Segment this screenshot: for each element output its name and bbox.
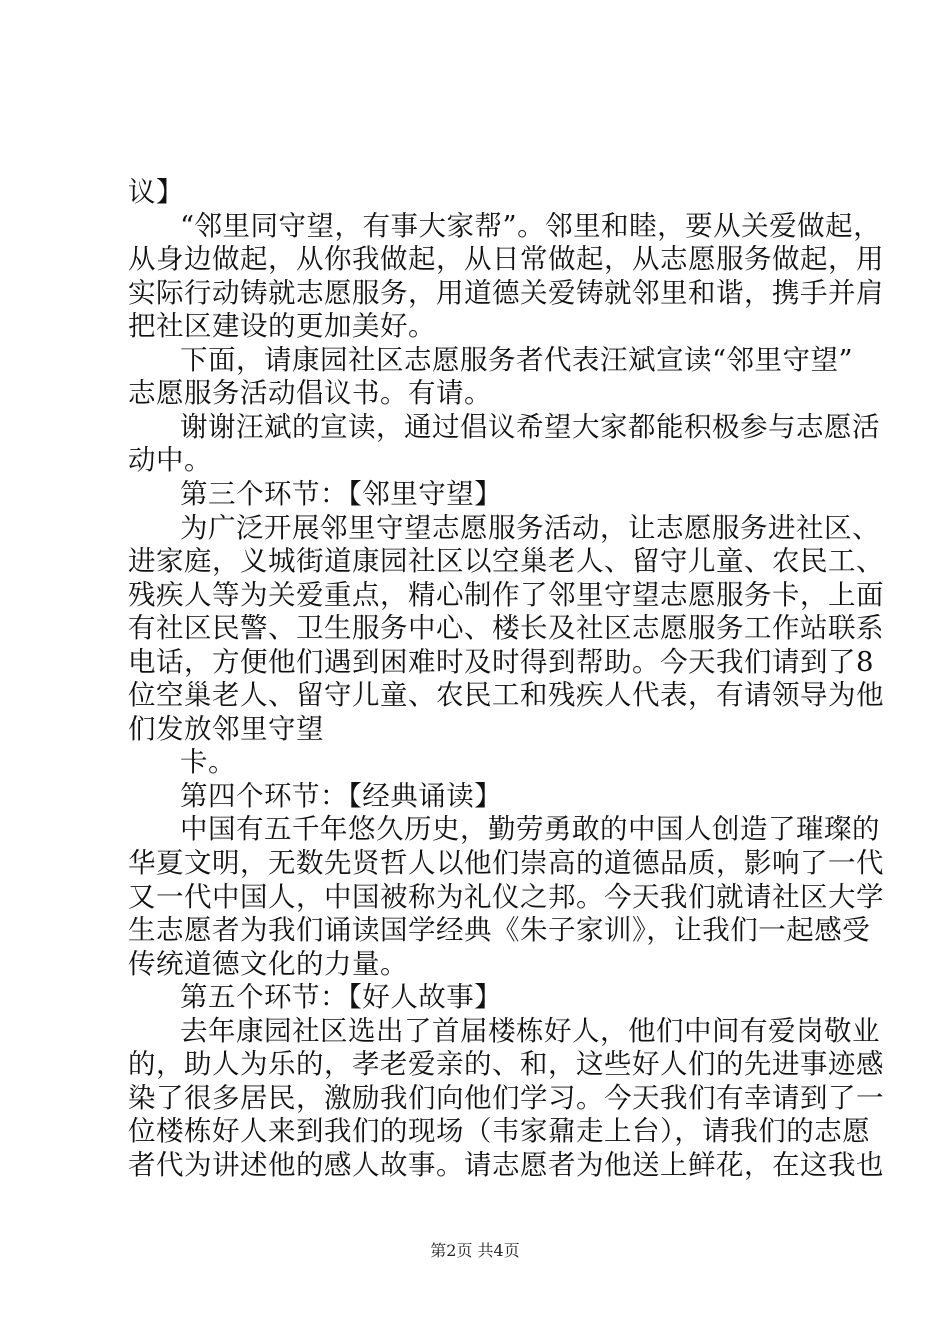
text-line: 的，助人为乐的，孝老爱亲的、和，这些好人们的先进事迹感 xyxy=(128,1048,884,1080)
text-line: 染了很多居民，激励我们向他们学习。今天我们有幸请到了一 xyxy=(128,1082,884,1114)
text-line: 实际行动铸就志愿服务，用道德关爱铸就邻里和谐，携手并肩 xyxy=(128,277,884,309)
page-footer: 第2页 共4页 xyxy=(430,1241,520,1260)
section-heading: 第三个环节：【邻里守望】 xyxy=(180,478,503,510)
text-line: 进家庭，义城街道康园社区以空巢老人、留守儿童、农民工、 xyxy=(128,545,884,577)
text-line: 中国有五千年悠久历史，勤劳勇敢的中国人创造了璀璨的 xyxy=(180,813,880,845)
text-line: 动中。 xyxy=(128,444,212,476)
text-line: 从身边做起，从你我做起，从日常做起，从志愿服务做起，用 xyxy=(128,243,884,275)
text-line: 残疾人等为关爱重点，精心制作了邻里守望志愿服务卡，上面 xyxy=(128,579,884,611)
text-line: 者代为讲述他的感人故事。请志愿者为他送上鲜花，在这我也 xyxy=(128,1149,884,1181)
text-line: 华夏文明，无数先贤哲人以他们崇高的道德品质，影响了一代 xyxy=(128,847,884,879)
text-line: 传统道德文化的力量。 xyxy=(128,948,408,980)
text-line: 下面，请康园社区志愿服务者代表汪斌宣读“邻里守望” xyxy=(180,344,854,376)
section-heading: 第四个环节：【经典诵读】 xyxy=(180,780,503,812)
text-line: 生志愿者为我们诵读国学经典《朱子家训》，让我们一起感受 xyxy=(128,914,871,946)
text-line: 位楼栋好人来到我们的现场（韦家鼐走上台），请我们的志愿 xyxy=(128,1115,871,1147)
section-heading: 第五个环节：【好人故事】 xyxy=(180,981,503,1013)
text-line: 去年康园社区选出了首届楼栋好人，他们中间有爱岗敬业 xyxy=(180,1015,880,1047)
text-line: 电话，方便他们遇到困难时及时得到帮助。今天我们请到了8 xyxy=(128,646,874,678)
text-line: 有社区民警、卫生服务中心、楼长及社区志愿服务工作站联系 xyxy=(128,612,884,644)
text-line: “邻里同守望，有事大家帮”。邻里和睦，要从关爱做起， xyxy=(180,210,882,242)
text-line: 把社区建设的更加美好。 xyxy=(128,310,436,342)
text-line: 卡。 xyxy=(180,746,236,778)
text-line: 谢谢汪斌的宣读，通过倡议希望大家都能积极参与志愿活 xyxy=(180,411,880,443)
text-line: 志愿服务活动倡议书。有请。 xyxy=(128,377,492,409)
text-line: 们发放邻里守望 xyxy=(128,713,324,745)
text-line: 又一代中国人，中国被称为礼仪之邦。今天我们就请社区大学 xyxy=(128,881,884,913)
text-line: 位空巢老人、留守儿童、农民工和残疾人代表，有请领导为他 xyxy=(128,679,884,711)
text-line: 为广泛开展邻里守望志愿服务活动，让志愿服务进社区、 xyxy=(180,512,880,544)
text-line: 议】 xyxy=(128,176,184,208)
